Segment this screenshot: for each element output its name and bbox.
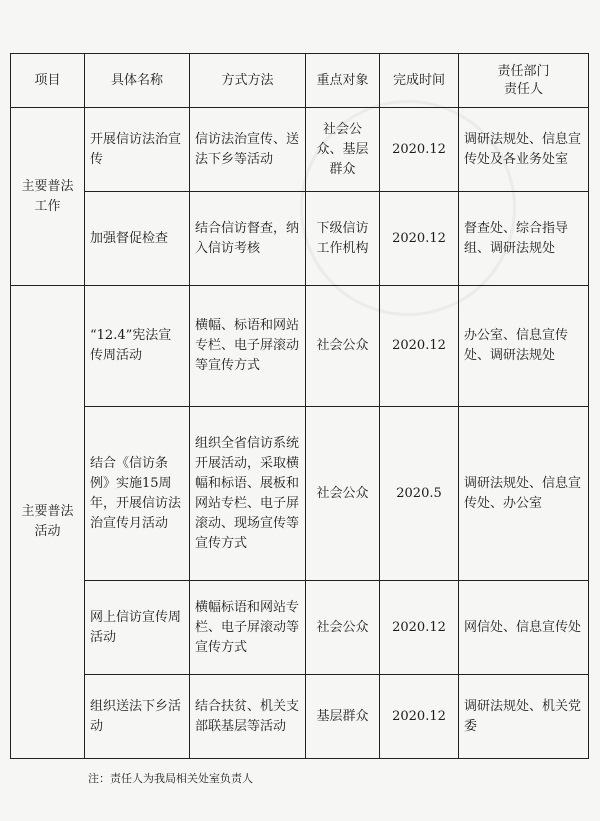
name-cell: 网上信访宣传周活动 [85,581,190,675]
dept-cell: 调研法规处、信息宣传处及各业务处室 [459,108,589,192]
target-cell: 社会公众、基层群众 [306,108,380,192]
table-row [11,108,589,192]
method-cell: 横幅标语和网站专栏、电子屏滚动等宣传方式 [190,581,306,675]
target-cell: 社会公众 [306,581,380,675]
header-dept-line2: 责任人 [503,81,543,97]
project-cell: 主要普法活动 [11,286,85,759]
time-cell: 2020.12 [380,192,459,286]
name-cell: 结合《信访条例》实施15周年，开展信访法治宣传月活动 [85,407,190,581]
name-cell: 组织送法下乡活动 [85,675,190,759]
header-target: 重点对象 [306,54,380,108]
target-cell: 下级信访工作机构 [306,192,380,286]
header-method: 方式方法 [190,54,306,108]
target-cell: 社会公众 [306,407,380,581]
time-cell: 2020.12 [380,286,459,407]
header-dept-line1: 责任部门 [497,63,550,79]
dept-cell: 调研法规处、信息宣传处、办公室 [459,407,589,581]
name-cell: 加强督促检查 [85,192,190,286]
method-cell: 结合信访督查，纳入信访考核 [190,192,306,286]
header-name: 具体名称 [85,54,190,108]
name-cell: “12.4”宪法宣传周活动 [85,286,190,407]
table-row [11,192,589,286]
method-cell: 信访法治宣传、送法下乡等活动 [190,108,306,192]
dept-cell: 督查处、综合指导组、调研法规处 [459,192,589,286]
plan-table [10,53,589,759]
project-cell: 主要普法工作 [11,108,85,286]
time-cell: 2020.12 [380,581,459,675]
dept-cell: 调研法规处、机关党委 [459,675,589,759]
table-row [11,581,589,675]
table-row [11,407,589,581]
time-cell: 2020.5 [380,407,459,581]
time-cell: 2020.12 [380,108,459,192]
method-cell: 组织全省信访系统开展活动，采取横幅和标语、展板和网站专栏、电子屏滚动、现场宣传等宣传方式 [190,407,306,581]
method-cell: 结合扶贫、机关支部联基层等活动 [190,675,306,759]
dept-cell: 网信处、信息宣传处 [459,581,589,675]
footnote: 注：责任人为我局相关处室负责人 [88,772,253,785]
table-row [11,286,589,407]
header-time: 完成时间 [380,54,459,108]
table-row [11,675,589,759]
table-header-row [11,54,589,108]
dept-cell: 办公室、信息宣传处、调研法规处 [459,286,589,407]
target-cell: 社会公众 [306,286,380,407]
header-project: 项目 [11,54,85,108]
name-cell: 开展信访法治宣传 [85,108,190,192]
header-dept [459,54,589,108]
target-cell: 基层群众 [306,675,380,759]
time-cell: 2020.12 [380,675,459,759]
method-cell: 横幅、标语和网站专栏、电子屏滚动等宣传方式 [190,286,306,407]
